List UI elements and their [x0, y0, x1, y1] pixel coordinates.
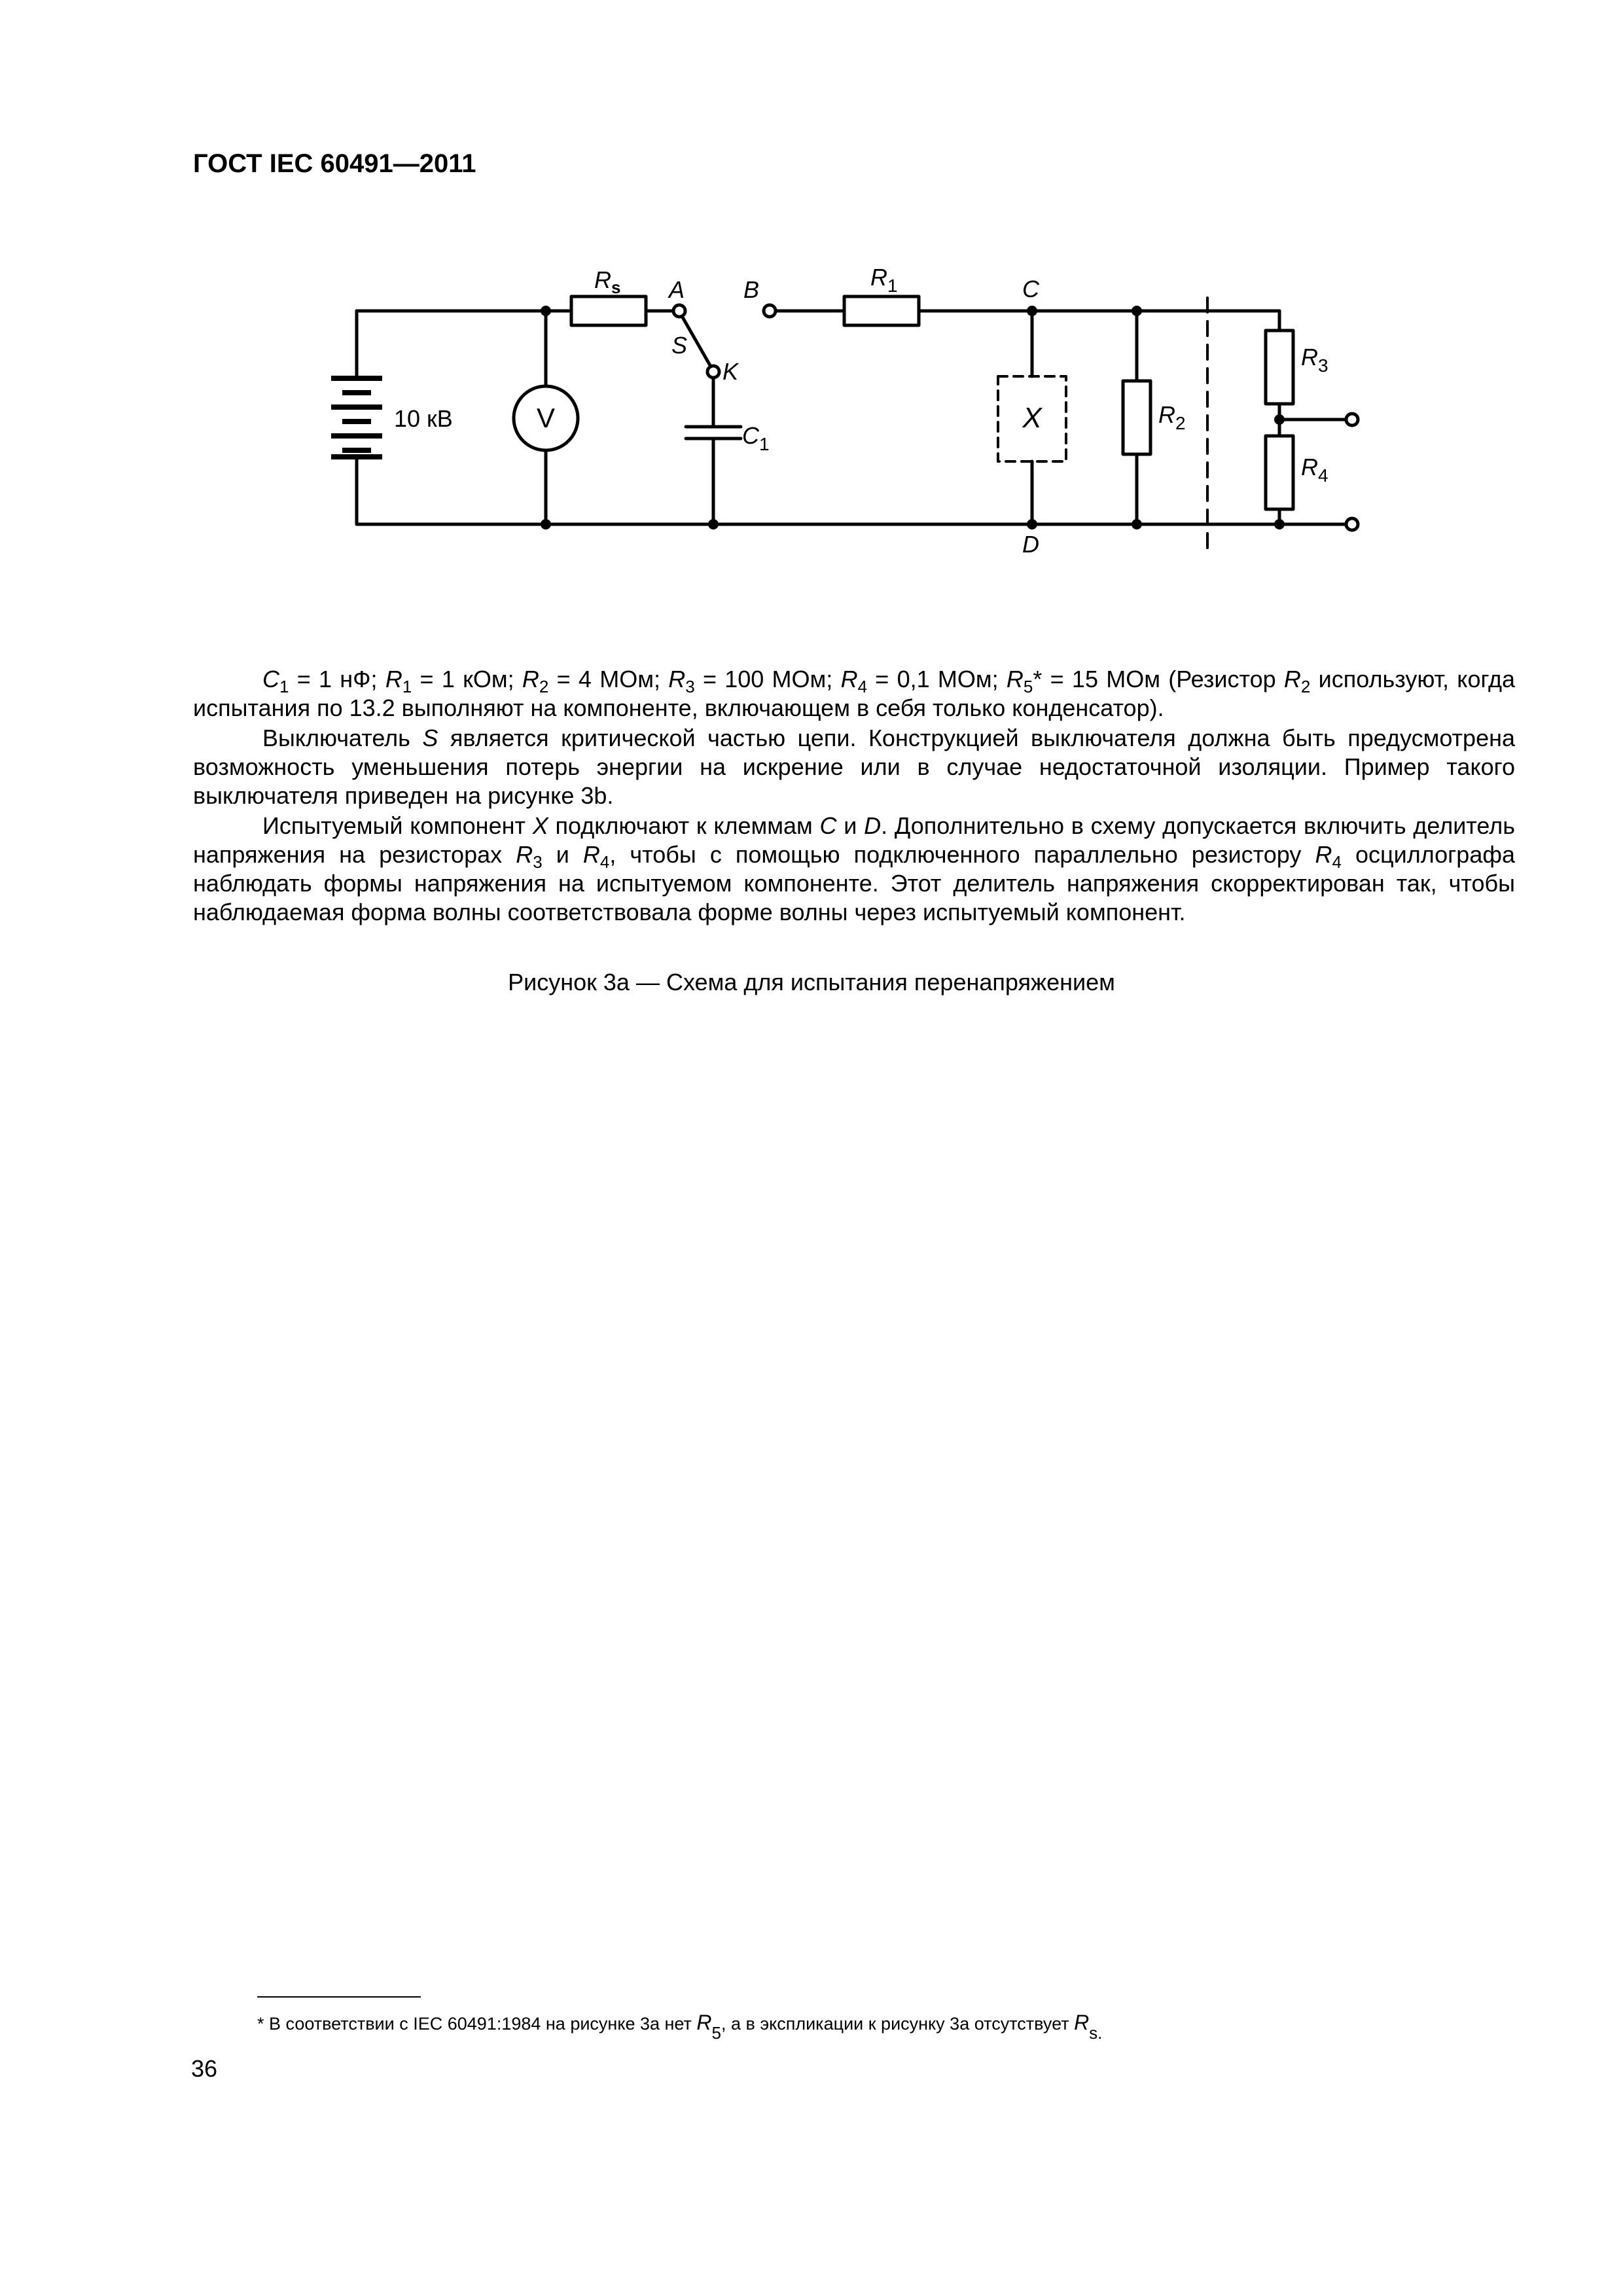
resistor-r4: [1266, 436, 1293, 509]
page-number: 36: [191, 2055, 218, 2082]
paragraph-switch: Выключатель S является критической частью цепи. Конструкцией выключателя должна быть предусмотрена возможность уменьшения потерь энергии на искрение или в случае недостаточной изоляции. Пример такого выключателя приведен на рисунке 3b.: [193, 725, 1515, 809]
resistor-r1: [844, 296, 919, 325]
junction-dot: [1027, 306, 1037, 316]
junction-dot: [1132, 519, 1142, 529]
label-r3: $R_3$: [1301, 344, 1329, 376]
footnote: * В соответствии с IEC 60491:1984 на рисунке 3а нет $R_5$, а в экспликации к рисунку 3а отсутствует $R_{s.}$: [257, 2011, 1103, 2043]
paragraph-component-values: $C_1 = 1$ нФ; $R_1 = 1$ кОм; $R_2 = 4$ МОм; $R_3 = 100$ МОм; $R_4 = 0,1$ МОм; $R_5* = 15$ МОм (Резистор $R_2$ используют, когда испытания по 13.2 выполняют на компоненте, включающем в себя только конденсатор).: [193, 666, 1516, 721]
battery-plate-long: [331, 404, 382, 410]
junction-dot: [541, 306, 551, 316]
resistor-rs: [571, 296, 646, 325]
junction-dot: [541, 519, 551, 529]
label-contact-k: K: [722, 358, 739, 385]
battery-plate-short: [342, 390, 371, 395]
voltmeter-symbol: V: [536, 403, 556, 433]
terminal-a: [673, 305, 685, 317]
terminal-b: [764, 305, 776, 317]
battery-plate-long: [331, 433, 382, 439]
paragraph-test-component: Испытуемый компонент X подключают к клеммам C и D. Дополнительно в схему допускается включить делитель напряжения на резисторах $R_3$ и $R_4$, чтобы с помощью подключенного параллельно резистору $R_4$ осциллографа наблюдать формы напряжения на испытуемом компоненте. Этот делитель напряжения скорректирован так, чтобы наблюдаемая форма волны соответствовала форме волны через испытуемый компонент.: [193, 812, 1515, 925]
terminal-k: [707, 366, 719, 378]
junction-dot: [1274, 519, 1285, 529]
label-node-b: B: [743, 276, 760, 303]
label-node-a: A: [669, 276, 685, 303]
battery-plate-long: [331, 454, 382, 459]
label-switch-s: S: [671, 332, 688, 359]
output-terminal-bottom: [1346, 518, 1358, 530]
label-r4: $R_4$: [1301, 454, 1329, 486]
battery-plate-long: [331, 376, 382, 381]
label-r1: $R_1$: [870, 264, 898, 296]
label-node-d: D: [1022, 531, 1039, 558]
battery-plate-short: [342, 448, 371, 453]
junction-dot: [1027, 519, 1037, 529]
source-label: 10 кВ: [394, 405, 453, 432]
circuit-diagram: [0, 0, 1623, 589]
footnote-rule: [257, 1996, 421, 1998]
junction-dot: [1132, 306, 1142, 316]
resistor-r3: [1266, 331, 1293, 404]
label-component-x: X: [1022, 402, 1042, 434]
figure-caption: Рисунок 3а — Схема для испытания перенапряжением: [508, 969, 1115, 996]
label-c1: $C_1$: [742, 422, 770, 454]
junction-dot: [1274, 414, 1285, 425]
document-header: ГОСТ IEC 60491—2011: [193, 149, 476, 178]
label-node-c: C: [1022, 276, 1039, 302]
label-rs: $R_s$: [594, 266, 621, 297]
label-r2: $R_2$: [1158, 401, 1186, 433]
resistor-r2: [1123, 381, 1150, 454]
junction-dot: [708, 519, 719, 529]
battery-plate-short: [342, 419, 371, 424]
output-terminal-top: [1346, 414, 1358, 425]
